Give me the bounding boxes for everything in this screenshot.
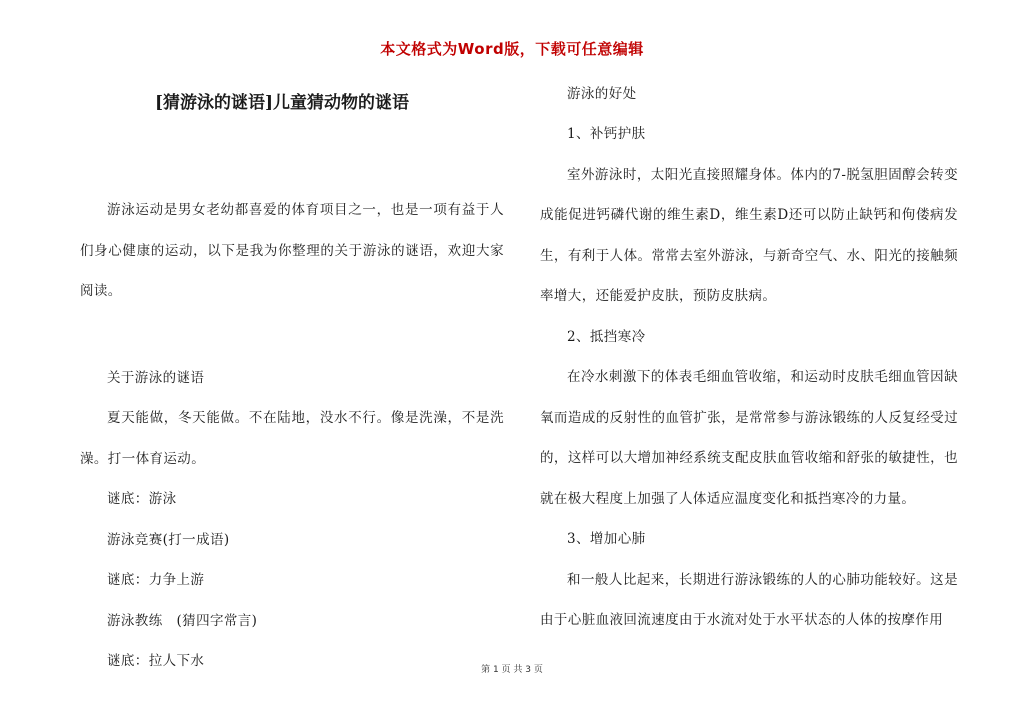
left-column (80, 90, 504, 682)
page-number: 第 1 页 共 3 页 (481, 665, 543, 675)
benefit-2-text: 在冷水刺激下的体表毛细血管收缩，和运动时皮肤毛细血管因缺氧而造成的反射性的血管扩张，是常常参与游泳锻练的人反复经受过的，这样可以大增加神经系统支配皮肤血管收缩和舒张的敏捷性，也就在极大程度上加强了人体适应温度变化和抵挡寒冷的力量。 (540, 369, 958, 507)
benefit-1-title: 1、补钙护肤 (567, 126, 646, 142)
download-banner: 本文格式为Word版，下载可任意编辑 (380, 40, 644, 58)
right-column (540, 86, 958, 641)
section-title: 关于游泳的谜语 (107, 369, 205, 386)
benefit-3-title: 3、增加心肺 (567, 531, 646, 547)
benefit-2-title: 2、抵挡寒冷 (567, 328, 646, 345)
intro-paragraph: 游泳运动是男女老幼都喜爱的体育项目之一，也是一项有益于人们身心健康的运动，以下是我为你整理的关于游泳的谜语，欢迎大家阅读。 (80, 202, 504, 299)
answer-3: 谜底：拉人下水 (107, 653, 205, 669)
riddle-3: 游泳教练 (猜四字常言) (107, 612, 258, 629)
answer-1: 谜底：游泳 (107, 491, 177, 507)
benefit-3-text: 和一般人比起来，长期进行游泳锻练的人的心肺功能较好。这是由于心脏血液回流速度由于水流对处于水平状态的人体的按摩作用 (540, 571, 958, 628)
riddle-1: 夏天能做，冬天能做。不在陆地，没水不行。像是洗澡，不是洗澡。打一体育运动。 (80, 410, 504, 467)
benefits-heading: 游泳的好处 (567, 86, 637, 102)
benefit-1-text: 室外游泳时，太阳光直接照耀身体。体内的7-脱氢胆固醇会转变成能促进钙磷代谢的维生素D，维生素D还可以防止缺钙和佝偻病发生，有利于人体。常常去室外游泳，与新奇空气、水、阳光的接触频率增大，还能爱护皮肤，预防皮肤病。 (540, 166, 958, 304)
riddle-2: 游泳竞赛(打一成语) (107, 531, 230, 548)
answer-2: 谜底：力争上游 (107, 572, 205, 588)
document-title: [猜游泳的谜语]儿童猜动物的谜语 (154, 93, 410, 113)
